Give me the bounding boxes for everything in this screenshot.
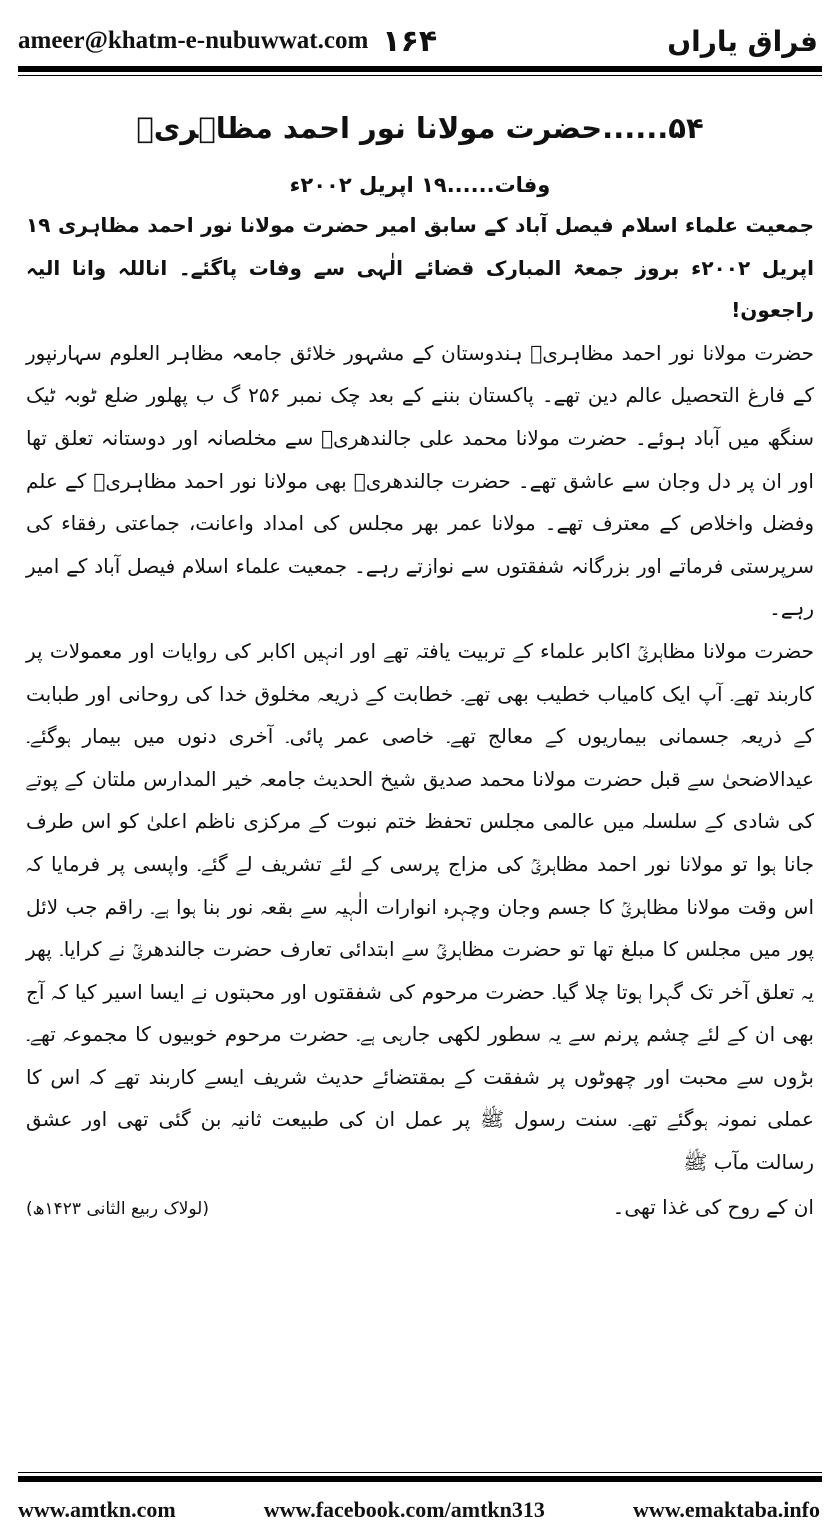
closing-row <box>26 1186 814 1230</box>
footer-link-facebook[interactable]: www.facebook.com/amtkn313 <box>263 1497 545 1522</box>
page-number: ۱۶۴ <box>382 23 438 59</box>
closing-line: ان کے روح کی غذا تھی۔ <box>612 1194 814 1219</box>
paragraph-2: حضرت مولانا نور احمد مظاہریؒ ہندوستان کے مشہور خلائق جامعہ مظاہر العلوم سہارنپور کے فارغ التحصیل عالم دین تھے۔ پاکستان بننے کے بعد چک نمبر ۲۵۶ گ ب پھلور ضلع ٹوبہ ٹیک سنگھ میں آباد ہوئے۔ حضرت مولانا محمد علی جالندھریؒ سے مخلصانہ اور دوستانہ تعلق تھا اور ان پر دل وجان سے عاشق تھے۔ حضرت جالندھریؒ بھی مولانا نور احمد مظاہریؒ کے علم وفضل واخلاص کے معترف تھے۔ مولانا عمر بھر مجلس کی امداد واعانت، جماعتی رفقاء کی سرپرستی فرماتے اور بزرگانہ شفقتوں سے نوازتے رہے۔ جمعیت علماء اسلام فیصل آباد کے امیر رہے۔ <box>26 340 815 621</box>
book-title: فراق یاراں <box>667 24 818 58</box>
page-header <box>18 18 818 64</box>
header-rule-thin <box>18 75 822 76</box>
death-date-line: وفات......۱۹ اپریل ۲۰۰۲ء <box>289 173 551 197</box>
footer-link-emaktaba[interactable]: www.emaktaba.info <box>632 1497 820 1522</box>
header-left <box>18 24 437 59</box>
page-footer <box>18 1494 820 1526</box>
header-email: ameer@khatm-e-nubuwwat.com <box>18 27 369 54</box>
header-rule-thick <box>18 66 822 72</box>
footer-rule-thin <box>18 1472 822 1473</box>
article-heading: ۵۴......حضرت مولانا نور احمد مظاہریؒ <box>136 111 704 145</box>
source-reference: (لولاک ربیع الثانی ۱۴۲۳ھ) <box>26 1198 209 1219</box>
article <box>26 100 814 1420</box>
paragraph-3: حضرت مولانا مظاہریؒ اکابر علماء کے تربیت یافتہ تھے اور انہیں اکابر کی روایات اور معمولات پر کاربند تھے۔ آپ ایک کامیاب خطیب بھی تھے۔ خطابت کے ذریعہ مخلوق خدا کی روحانی اور طبابت کے ذریعہ جسمانی بیماریوں کے معالج تھے۔ خاصی عمر پائی۔ آخری دنوں میں بیمار ہوگئے۔ عیدالاضحیٰ سے قبل حضرت مولانا محمد صدیق شیخ الحدیث جامعہ خیر المدارس ملتان کے پوتے کی شادی کے سلسلہ میں عالمی مجلس تحفظ ختم نبوت کے مرکزی ناظم اعلیٰ کو اس طرف جانا ہوا تو مولانا نور احمد مظاہریؒ کی مزاج پرسی کے لئے تشریف لے گئے۔ واپسی پر فرمایا کہ اس وقت مولانا مظاہریؒ کا جسم وجان وچہرہ انوارات الٰہیہ سے بقعہ نور بنا ہوا ہے۔ راقم جب لائل پور میں مجلس کا مبلغ تھا تو حضرت مظاہریؒ سے ابتدائی تعارف حضرت جالندھریؒ نے کرایا۔ پھر یہ تعلق آخر تک گہرا ہوتا چلا گیا۔ حضرت مرحوم کی شفقتوں اور محبتوں نے ایسا اسیر کیا کہ آج بھی ان کے لئے چشم پرنم سے یہ سطور لکھی جارہی ہے۔ حضرت مرحوم خوبیوں کا مجموعہ تھے۔ بڑوں سے محبت اور چھوٹوں پر شفقت کے بمقتضائے حدیث شریف ایسے کاربند تھے کہ اس کا عملی نمونہ ہوگئے تھے۔ سنت رسول ﷺ پر عمل ان کی طبیعت ثانیہ بن گئی تھی اور عشق رسالت مآب ﷺ <box>26 638 814 1175</box>
footer-rule-thick <box>18 1476 822 1482</box>
footer-link-amtkn[interactable]: www.amtkn.com <box>18 1497 176 1522</box>
paragraph-1: جمعیت علماء اسلام فیصل آباد کے سابق امیر حضرت مولانا نور احمد مظاہری ۱۹ اپریل ۲۰۰۲ء بروز جمعۃ المبارک قضائے الٰہی سے وفات پاگئے۔ اناللہ وانا الیہ راجعون! <box>26 213 815 323</box>
